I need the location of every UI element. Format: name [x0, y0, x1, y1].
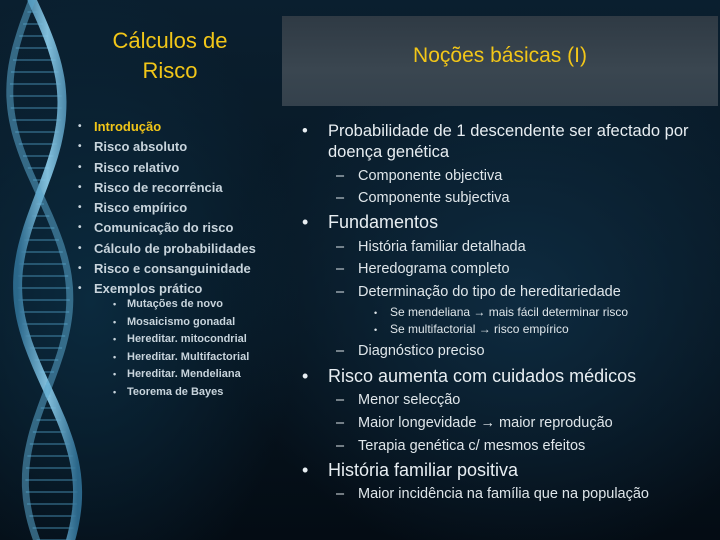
nav-item-risco-absoluto[interactable]: • Risco absoluto [78, 137, 256, 157]
bullet-risco-aumenta: • Risco aumenta com cuidados médicos [302, 366, 712, 387]
subnav-item-mitocondrial[interactable]: • Hereditar. mitocondrial [113, 331, 249, 349]
sidebar-title-line2: Risco [142, 58, 198, 83]
sidebar-title-line1: Cálculos de [112, 28, 228, 53]
bullet-probabilidade-text: Probabilidade de 1 descendente ser afectado por doença genética [328, 122, 689, 161]
nav-item-risco-recorrencia[interactable]: • Risco de recorrência [78, 178, 256, 198]
sub-bullet: – Terapia genética c/ mesmos efeitos [336, 438, 586, 454]
bullet-probabilidade: • Probabilidade de 1 descendente ser afectado por doença genética [302, 121, 712, 163]
bullet-fundamentos: • Fundamentos [302, 212, 712, 233]
sub-bullet: – Componente subjectiva [336, 190, 510, 206]
bullet-fundamentos-text: Fundamentos [328, 212, 439, 232]
sub-bullet: – Diagnóstico preciso [336, 343, 485, 359]
subnav-item-mendeliana[interactable]: • Hereditar. Mendeliana [113, 366, 249, 384]
sub-sub-bullet: • Se mendeliana → mais fácil determinar risco [374, 305, 629, 319]
sub-bullet: – Menor selecção [336, 392, 461, 408]
nav-item-risco-relativo[interactable]: • Risco relativo [78, 158, 256, 178]
sub-bullet: – Maior incidência na família que na população [336, 486, 649, 502]
subnav-item-bayes[interactable]: • Teorema de Bayes [113, 384, 249, 402]
subnav-item-mosaicismo[interactable]: • Mosaicismo gonadal [113, 314, 249, 332]
nav-item-comunicacao-risco[interactable]: • Comunicação do risco [78, 218, 256, 238]
sub-bullet: – História familiar detalhada [336, 239, 526, 255]
sub-bullet: – Componente objectiva [336, 168, 503, 184]
subnav-item-multifactorial[interactable]: • Hereditar. Multifactorial [113, 349, 249, 367]
bullet-risco-aumenta-text: Risco aumenta com cuidados médicos [328, 366, 637, 386]
nav-item-risco-empirico[interactable]: • Risco empírico [78, 198, 256, 218]
nav-item-risco-consanguinidade[interactable]: • Risco e consanguinidade [78, 259, 256, 279]
bullet-historia-familiar: • História familiar positiva [302, 460, 712, 481]
nav-item-exemplos-pratico[interactable]: • Exemplos prático [78, 279, 256, 299]
sub-sub-bullet: • Se multifactorial → risco empírico [374, 322, 569, 336]
sub-bullet: – Maior longevidade → maior reprodução [336, 415, 613, 431]
slide-title: Noções básicas (I) [413, 44, 587, 67]
sub-bullet: – Determinação do tipo de hereditariedade [336, 284, 621, 300]
bullet-historia-familiar-text: História familiar positiva [328, 460, 519, 480]
nav-item-calculo-probabilidades[interactable]: • Cálculo de probabilidades [78, 239, 256, 259]
subnav-item-mutacoes[interactable]: • Mutações de novo [113, 296, 249, 314]
nav-item-introducao[interactable]: • Introdução [78, 117, 256, 137]
sub-bullet: – Heredograma completo [336, 261, 510, 277]
